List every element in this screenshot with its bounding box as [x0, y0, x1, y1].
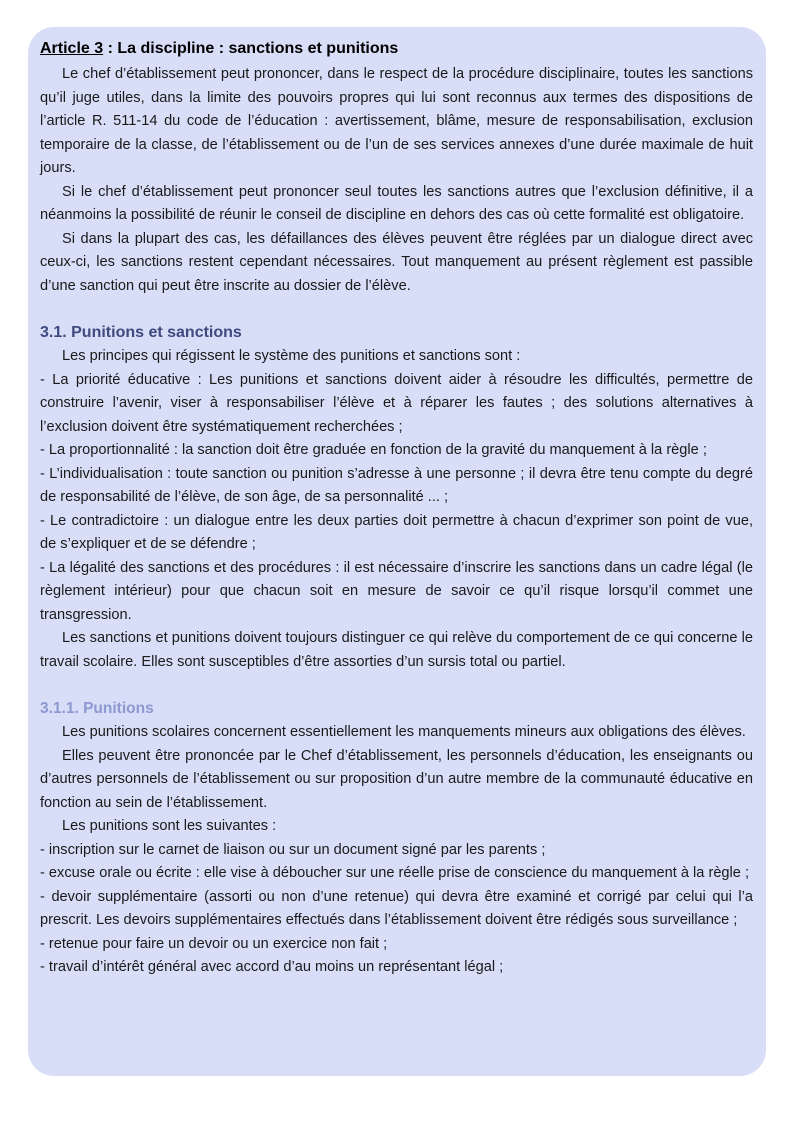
article-title [40, 37, 753, 61]
article-intro-paragraph: Si le chef d’établissement peut prononcer seul toutes les sanctions autres que l’exclusion définitive, il a néanmoins la possibilité de réunir le conseil de discipline en dehors des cas où cette formalité est obligatoire. [40, 183, 753, 223]
section-3-1-1-heading: 3.1.1. Punitions [40, 700, 154, 717]
principles-lead: Les principes qui régissent le système des punitions et sanctions sont : [62, 348, 521, 364]
article-intro-paragraph: Si dans la plupart des cas, les défaillances des élèves peuvent être réglées par un dialogue direct avec ceux-ci, les sanctions restent cependant nécessaires. Tout manquement au présent règlement est passible d’une sanction qui peut être inscrite au dossier de l’élève. [40, 230, 753, 294]
principle-item: - La proportionnalité : la sanction doit être graduée en fonction de la gravité du manquement à la règle ; [40, 442, 707, 458]
section-3-1-heading: 3.1. Punitions et sanctions [40, 324, 242, 341]
punition-item: - retenue pour faire un devoir ou un exercice non fait ; [40, 935, 388, 952]
punition-item: - excuse orale ou écrite : elle vise à déboucher sur une réelle prise de conscience du manquement à la règle ; [40, 865, 750, 881]
section-3-1-closing: Les sanctions et punitions doivent toujours distinguer ce qui relève du comportement de ce qui concerne le travail scolaire. Elles sont susceptibles d’être assorties d’un sursis total ou partiel. [40, 630, 753, 670]
principle-item: - Le contradictoire : un dialogue entre les deux parties doit permettre à chacun d’exprimer son point de vue, de s’expliquer et de se défendre ; [40, 512, 753, 552]
punitions-list-intro: Les punitions sont les suivantes : [62, 818, 277, 834]
article-title-number: Article 3 [40, 40, 104, 57]
article-3-panel [28, 27, 766, 1076]
punition-item: - devoir supplémentaire (assorti ou non d’une retenue) qui devra être examiné et corrigé par celui qui l’a prescrit. Les devoirs supplémentaires effectués dans l’établissement doivent être rédigés sous surveillance ; [40, 888, 753, 928]
article-title-text: : La discipline : sanctions et punitions [103, 40, 399, 57]
article-intro-paragraph: Le chef d’établissement peut prononcer, dans le respect de la procédure disciplinaire, toutes les sanctions qu’il juge utiles, dans la limite des pouvoirs propres qui lui sont reconnus aux termes des dispositions de l’article R. 511-14 du code de l’éducation : avertissement, blâme, mesure de responsabilisation, exclusion temporaire de la classe, de l’établissement ou de l’un de ses services annexes d’une durée maximale de huit jours. [40, 66, 753, 176]
punition-item: - inscription sur le carnet de liaison ou sur un document signé par les parents ; [40, 841, 546, 858]
principle-item: - L’individualisation : toute sanction ou punition s’adresse à une personne ; il devra être tenu compte du degré de responsabilité de l’élève, de son âge, de sa personnalité ... ; [40, 465, 753, 505]
punitions-paragraph: Les punitions scolaires concernent essentiellement les manquements mineurs aux obligations des élèves. [62, 724, 746, 740]
principle-item: - La légalité des sanctions et des procédures : il est nécessaire d’inscrire les sanctions dans un cadre légal (le règlement intérieur) pour que chacun soit en mesure de savoir ce qu’il risque lorsqu’il commet une transgression. [40, 559, 753, 623]
punition-item: - travail d’intérêt général avec accord d’au moins un représentant légal ; [40, 959, 504, 975]
punitions-paragraph: Elles peuvent être prononcée par le Chef d’établissement, les personnels d’éducation, les enseignants ou d’autres personnels de l’établissement ou sur proposition d’un autre membre de la communauté éducative en fonction au sein de l’établissement. [40, 747, 753, 811]
principle-item: - La priorité éducative : Les punitions et sanctions doivent aider à résoudre les difficultés, permettre de construire l’avenir, viser à responsabiliser l’élève et à réparer les fautes ; des solutions alternatives à l’exclusion doivent être systématiquement recherchées ; [40, 371, 753, 435]
